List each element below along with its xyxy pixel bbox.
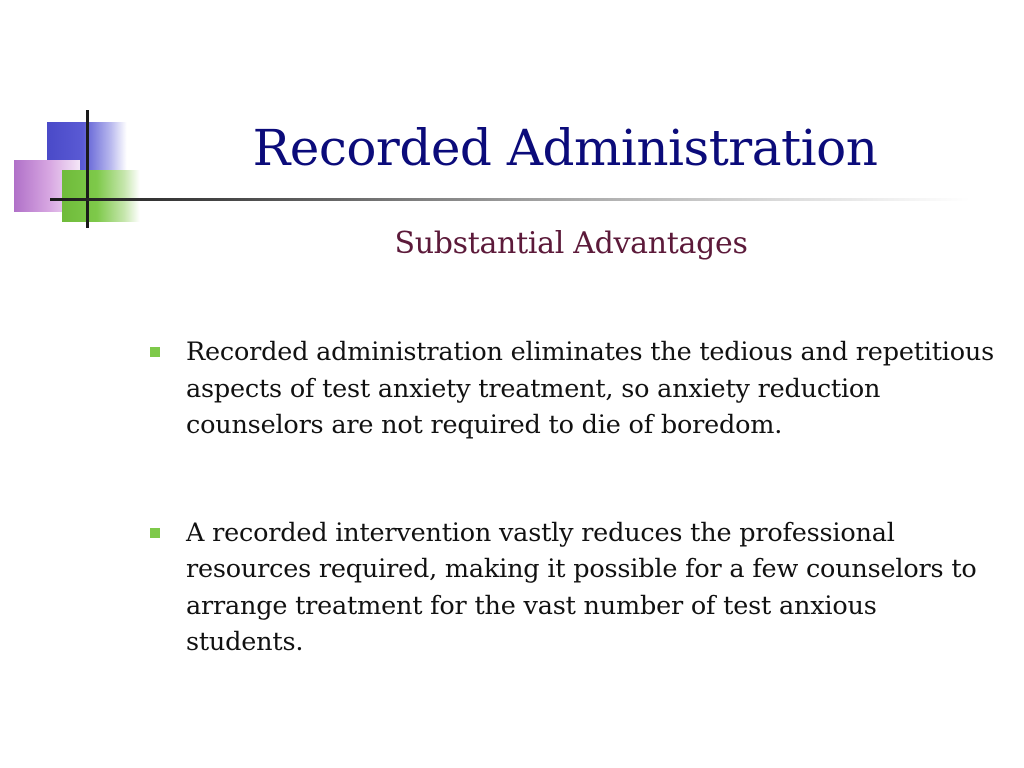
square-bullet-icon xyxy=(150,528,160,538)
bullet-item xyxy=(148,334,998,444)
horizontal-divider-line xyxy=(50,198,970,201)
slide-subtitle: Substantial Advantages xyxy=(394,226,748,261)
bullet-text: A recorded intervention vastly reduces the professional resources required, making it possible for a few counselors to arrange treatment for the vast number of test anxious students. xyxy=(186,517,977,657)
bullet-text: Recorded administration eliminates the tedious and repetitious aspects of test anxiety treatment, so anxiety reduction counselors are not required to die of boredom. xyxy=(186,337,994,440)
slide-title: Recorded Administration xyxy=(252,119,878,177)
bullet-item xyxy=(148,515,998,661)
bullet-list xyxy=(148,334,998,661)
square-bullet-icon xyxy=(150,347,160,357)
